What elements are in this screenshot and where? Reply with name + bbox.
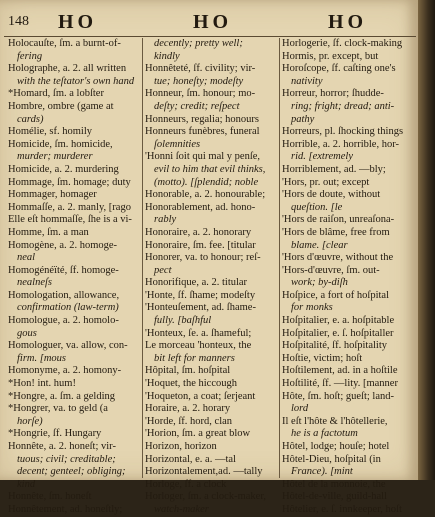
entry-line: Hoſpitalité, ſf. hoſpitality: [282, 340, 387, 352]
entry-line: 'Honte, ſf. ſhame; modeſty: [145, 289, 256, 301]
entry-line: Honorifique, a. 2. titular: [145, 277, 248, 289]
entry-line: kindly: [154, 50, 180, 62]
entry-line: gous: [17, 327, 37, 339]
entry-line: *Homard, ſm. a lobſter: [8, 88, 104, 100]
entry-line: 'Hors d'œuvre, without the: [282, 252, 394, 264]
header-rule: [4, 36, 416, 37]
entry-line: Homogène, a. 2. homoge-: [8, 239, 118, 251]
entry-line: Honneurs, regalia; honours: [145, 113, 260, 125]
entry-line: with the teſtator's own hand: [17, 75, 135, 87]
entry-line: Horriblement, ad. —bly;: [282, 163, 386, 175]
entry-line: Hôtel de la monnoie, the: [282, 478, 386, 490]
entry-line: Honoraire, a. 2. honorary: [145, 226, 252, 238]
entry-line: rid. [extremely: [291, 151, 354, 163]
entry-line: firm. [mous: [17, 352, 67, 364]
entry-line: Hoſpitalier, e. ſ. hoſpitaller: [282, 327, 394, 339]
entry-line: 'Horde, ſf. hord, clan: [145, 415, 233, 427]
entry-line: Hoſtilité, ſf. —lity. [manner: [282, 378, 398, 390]
entry-line: Homologation, allowance,: [8, 289, 120, 301]
entry-line: Holographe, a. 2. all written: [8, 63, 127, 75]
entry-line: 'Hors-d'œuvre, ſm. out-: [282, 264, 380, 276]
column-head-3: HO: [328, 11, 368, 33]
entry-line: kind: [17, 478, 36, 490]
entry-line: for monks: [291, 302, 333, 314]
entry-line: Homicide, ſm. homicide,: [8, 138, 113, 150]
entry-line: murder; murderer: [17, 151, 93, 163]
page-number: 148: [8, 14, 29, 29]
entry-line: Hoſtilement, ad. in a hoſtile: [282, 365, 398, 377]
entry-line: Hommage, ſm. homage; duty: [8, 176, 131, 188]
entry-line: ſolemnities: [154, 138, 201, 150]
entry-line: cards): [17, 113, 44, 125]
entry-line: 'Honteux, ſe. a. ſhameful;: [145, 327, 252, 339]
entry-line: Horoſcope, ſf. caſting one's: [282, 63, 396, 75]
dictionary-column-2: [145, 38, 283, 517]
entry-line: Honneur, ſm. honour; mo-: [145, 88, 256, 100]
entry-line: rably: [154, 214, 177, 226]
entry-line: neal: [17, 252, 36, 264]
entry-line: bit left for manners: [154, 352, 235, 364]
entry-line: lord: [291, 403, 309, 415]
entry-line: Honorable, a. 2. honourable;: [145, 189, 266, 201]
entry-line: Hommaſſe, a. 2. manly, [rago: [8, 201, 131, 213]
entry-line: Homonyme, a. 2. homony-: [8, 365, 122, 377]
entry-line: Horrible, a. 2. horrible, hor-: [282, 138, 400, 150]
entry-line: he is a factotum: [291, 428, 358, 440]
entry-line: Hommager, homager: [8, 189, 97, 201]
entry-line: deſty; credit; reſpect: [154, 100, 240, 112]
book-edge: [418, 0, 435, 480]
entry-line: pect: [154, 264, 172, 276]
running-header: [0, 10, 418, 36]
entry-line: Horizon, horizon: [145, 441, 217, 452]
entry-line: confirmation (law-term): [17, 302, 119, 314]
entry-line: decent; genteel; obliging;: [17, 466, 126, 478]
entry-line: Homologue, a. 2. homolo-: [8, 315, 119, 327]
entry-line: Horaire, a. 2. horary: [145, 403, 231, 415]
entry-line: evil to him that evil thinks,: [154, 163, 266, 175]
entry-line: *Hon! int. hum!: [8, 378, 76, 390]
entry-line: nativity: [291, 75, 323, 87]
entry-line: Hormis, pr. except, but: [282, 50, 379, 62]
entry-line: Hôtel, lodge; houſe; hotel: [282, 441, 390, 452]
entry-line: horſe): [17, 415, 43, 427]
entry-line: Holocauſte, ſm. a burnt-of-: [8, 38, 121, 49]
entry-line: *Hongrie, ſf. Hungary: [8, 428, 102, 440]
entry-line: 'Horion, ſm. a great blow: [145, 428, 251, 440]
dictionary-column-1: [8, 38, 146, 517]
entry-line: Homme, ſm. a man: [8, 226, 89, 238]
entry-line: Hôtel-de-ville, guild-hall: [282, 491, 387, 503]
entry-line: Horloge, ſf. a clock: [145, 478, 227, 490]
entry-line: Horloger, ſm. a clock-maker,: [145, 491, 267, 503]
entry-line: Homologuer, va. allow, con-: [8, 340, 128, 352]
entry-line: Le morceau 'honteux, the: [145, 340, 252, 352]
entry-line: Homicide, a. 2. murdering: [8, 163, 119, 175]
entry-line: (motto). [ſplendid; noble: [154, 176, 259, 188]
entry-line: Honnête, a. 2. honeſt; vir-: [8, 441, 116, 452]
entry-line: queſtion. [le: [291, 201, 343, 213]
entry-line: Homélie, sf. homily: [8, 126, 92, 138]
entry-line: France). [mint: [291, 466, 353, 478]
entry-line: ring; fright; dread; anti-: [291, 100, 395, 112]
entry-line: *Hongrer, va. to geld (a: [8, 403, 108, 415]
entry-line: decently; pretty well;: [154, 38, 243, 49]
entry-line: work; by-diſh: [291, 277, 348, 289]
entry-line: Hôtelier, e. ſ. innkeeper, hoſt: [282, 503, 402, 515]
entry-line: Honnêtement, ad. honeſtly;: [8, 503, 123, 515]
entry-line: 'Hors de doute, without: [282, 189, 381, 201]
entry-line: Honneurs funèbres, funeral: [145, 126, 260, 138]
entry-line: 'Hors de blâme, free from: [282, 226, 390, 238]
entry-line: watch-maker: [154, 503, 209, 515]
entry-line: Honnête, ſm. honeſt: [8, 491, 92, 503]
entry-line: Horreurs, pl. ſhocking things: [282, 126, 404, 138]
entry-line: nealneſs: [17, 277, 52, 289]
entry-line: 'Hors, pr. out; except: [282, 176, 370, 188]
entry-line: Hôte, ſm. hoſt; gueſt; land-: [282, 390, 394, 402]
entry-line: Honorablement, ad. hono-: [145, 201, 256, 213]
entry-line: Hombre, ombre (game at: [8, 100, 114, 112]
entry-line: Homogénéïté, ſf. homoge-: [8, 264, 119, 276]
entry-line: Hôpital, ſm. hoſpital: [145, 365, 231, 377]
entry-line: *Hongre, a. ſm. a gelding: [8, 390, 116, 402]
entry-line: Il eſt l'hôte & l'hôtellerie,: [282, 415, 388, 427]
entry-line: 'Honni ſoit qui mal y penſe,: [145, 151, 261, 163]
entry-line: 'Honteuſement, ad. ſhame-: [145, 302, 256, 314]
entry-line: tuous; civil; creditable;: [17, 453, 116, 465]
entry-line: 'Hoqueton, a coat; ſerjeant: [145, 390, 256, 402]
entry-line: Elle eſt hommaſſe, ſhe is a vi-: [8, 214, 132, 226]
entry-line: Hoſpitalier, e. a. hoſpitable: [282, 315, 395, 327]
entry-line: blame. [clear: [291, 239, 348, 251]
entry-line: Hôtel-Dieu, hoſpital (in: [282, 453, 381, 465]
column-head-2: HO: [193, 11, 233, 33]
entry-line: Hoſtie, victim; hoſt: [282, 352, 363, 364]
entry-line: tue; honeſty; modeſty: [154, 75, 244, 87]
entry-line: Honoraire, ſm. fee. [titular: [145, 239, 256, 251]
entry-line: fering: [17, 50, 43, 62]
entry-line: Honorer, va. to honour; reſ-: [145, 252, 261, 264]
entry-line: fully. [baſhful: [154, 315, 212, 327]
entry-line: Horizontalement,ad. —tally: [145, 466, 263, 478]
column-head-1: HO: [58, 11, 98, 33]
entry-line: Horizontal, e. a. —tal: [145, 453, 236, 465]
entry-line: 'Hoquet, the hiccough: [145, 378, 237, 390]
entry-line: Horreur, horror; ſhudde-: [282, 88, 384, 100]
entry-line: Hoſpice, a fort of hoſpital: [282, 289, 390, 301]
entry-line: Honnêteté, ſf. civility; vir-: [145, 63, 256, 75]
entry-line: Horlogerie, ſf. clock-making: [282, 38, 403, 49]
entry-line: 'Hors de raiſon, unreaſona-: [282, 214, 395, 226]
entry-line: pathy: [291, 113, 315, 125]
dictionary-column-3: [282, 38, 420, 517]
